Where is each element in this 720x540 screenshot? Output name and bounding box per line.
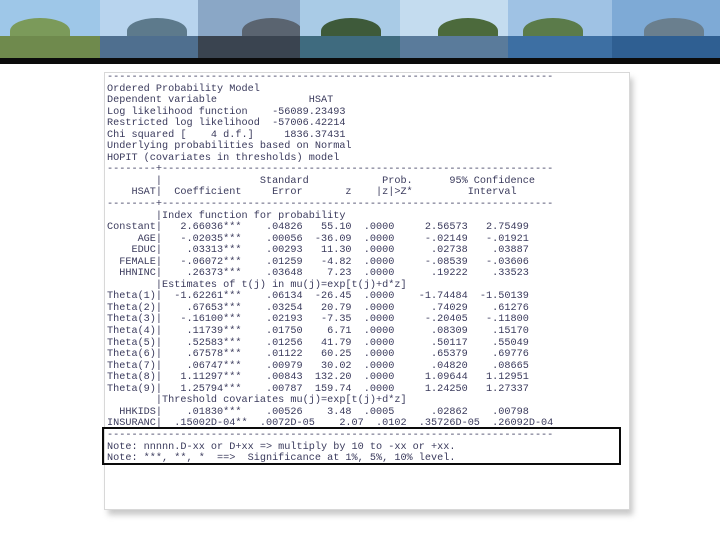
output-line: Theta(1)| -1.62261*** .06134 -26.45 .0000 -1.74484 -1.50139 — [107, 291, 529, 303]
output-line: Log likelihood function -56089.23493 — [107, 106, 346, 118]
output-line: ------------------------------------------------------------------------- — [107, 72, 554, 83]
output-line: Underlying probabilities based on Normal — [107, 141, 352, 153]
output-line: INSURANC| .15002D-04** .0072D-05 2.07 .0102 .35726D-05 .26092D-04 — [107, 418, 554, 430]
output-line: Restricted log likelihood -57006.42214 — [107, 118, 346, 130]
output-line: |Estimates of t(j) in mu(j)=exp[t(j)+d*z] — [107, 279, 407, 291]
banner-photo-hill-town — [0, 0, 100, 58]
output-line: Theta(4)| .11739*** .01750 6.71 .0000 .08309 .15170 — [107, 326, 529, 338]
output-line: Note: ***, **, * ==> Significance at 1%, 5%, 10% level. — [107, 453, 456, 465]
banner-photo-mountain-lake — [400, 0, 508, 58]
output-line: --------+---------------------------------------------------------------- — [107, 199, 554, 211]
regression-output-text — [107, 72, 553, 465]
output-line: | Standard Prob. 95% Confidence — [107, 175, 535, 187]
output-line: --------+---------------------------------------------------------------- — [107, 164, 554, 176]
output-line: Theta(9)| 1.25794*** .00787 159.74 .0000 1.24250 1.27337 — [107, 383, 529, 395]
banner-photo-lake-island — [300, 0, 400, 58]
output-line: |Index function for probability — [107, 210, 346, 222]
output-line: Constant| 2.66036*** .04826 55.10 .0000 2.56573 2.75499 — [107, 222, 529, 234]
output-line: Note: nnnnn.D-xx or D+xx => multiply by 10 to -xx or +xx. — [107, 441, 456, 453]
output-line: Theta(2)| .67653*** .03254 20.79 .0000 .74029 .61276 — [107, 302, 529, 314]
output-line: Theta(6)| .67578*** .01122 60.25 .0000 .65379 .69776 — [107, 349, 529, 361]
banner-photo-lakeside-promenade — [198, 0, 300, 58]
banner-photo-lake-valley — [612, 0, 720, 58]
output-line: FEMALE| -.06072*** .01259 -4.82 .0000 -.08539 -.03606 — [107, 256, 529, 268]
threshold-covariates-highlight — [102, 427, 621, 465]
output-line: Theta(7)| .06747*** .00979 30.02 .0000 .04820 .08665 — [107, 360, 529, 372]
output-line: Chi squared [ 4 d.f.] 1836.37431 — [107, 129, 346, 141]
output-line: AGE| -.02035*** .00056 -36.09 .0000 -.02149 -.01921 — [107, 233, 529, 245]
banner-photo-lake-shore — [100, 0, 198, 58]
output-line: Theta(5)| .52583*** .01256 41.79 .0000 .50117 .55049 — [107, 337, 529, 349]
banner-divider — [0, 58, 720, 64]
output-line: |Threshold covariates mu(j)=exp[t(j)+d*z] — [107, 395, 407, 407]
output-line: Theta(3)| -.16100*** .02193 -7.35 .0000 -.20405 -.11800 — [107, 314, 529, 326]
photo-banner — [0, 0, 720, 58]
output-line: HHKIDS| .01830*** .00526 3.48 .0005 .02862 .00798 — [107, 406, 529, 418]
output-line: HOPIT (covariates in thresholds) model — [107, 152, 340, 164]
output-line: HSAT| Coefficient Error z |z|>Z* Interval — [107, 187, 517, 199]
banner-photo-lake-overview — [508, 0, 612, 58]
output-line: HHNINC| .26373*** .03648 7.23 .0000 .19222 .33523 — [107, 268, 529, 280]
output-line: Theta(8)| 1.11297*** .00843 132.20 .0000 1.09644 1.12951 — [107, 372, 529, 384]
output-line: Ordered Probability Model — [107, 83, 260, 95]
output-line: ------------------------------------------------------------------------- — [107, 429, 554, 441]
output-line: EDUC| .03313*** .00293 11.30 .0000 .02738 .03887 — [107, 245, 529, 257]
output-line: Dependent variable HSAT — [107, 95, 334, 107]
